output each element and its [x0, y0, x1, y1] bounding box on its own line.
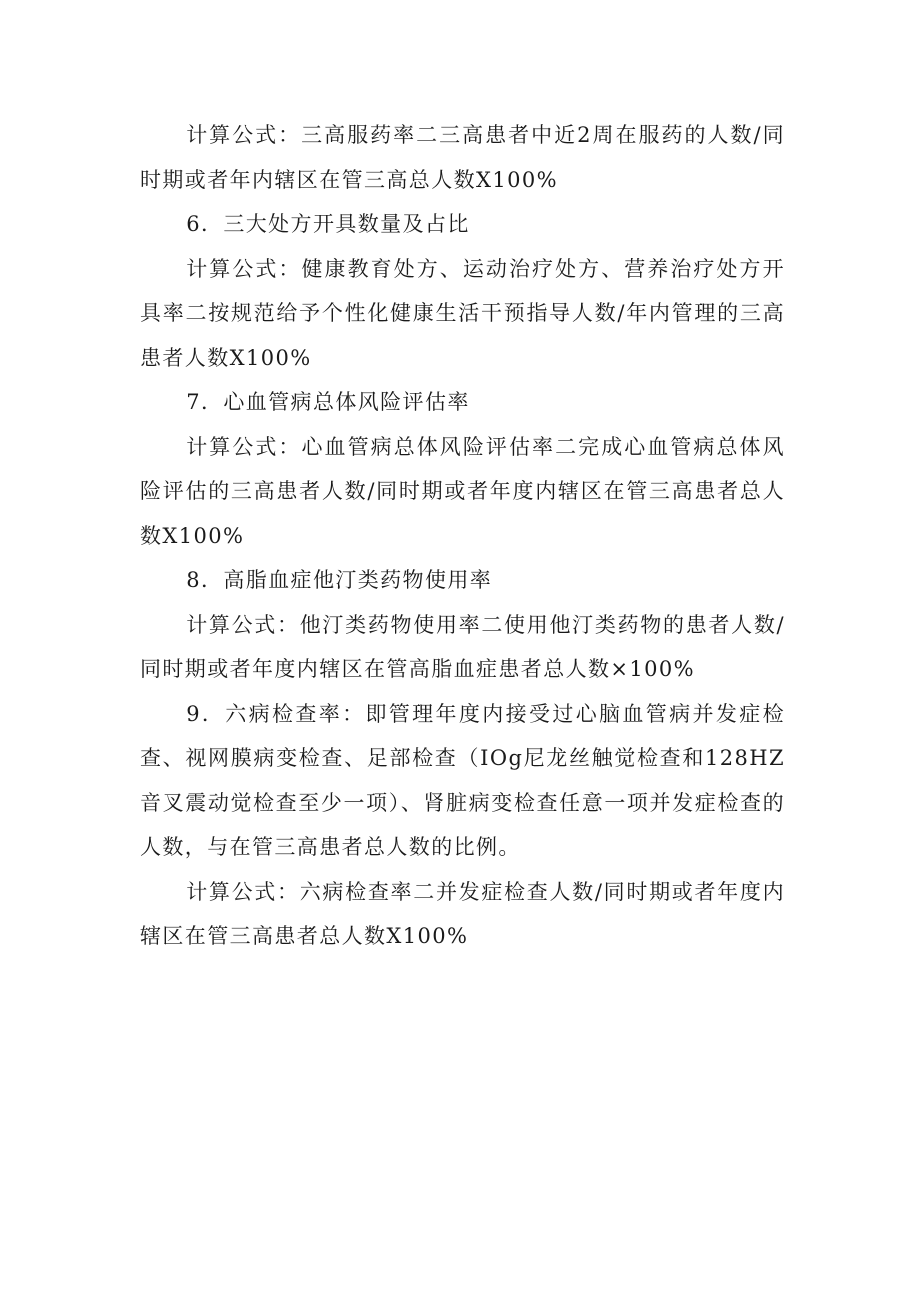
- heading-item-9: 9．六病检查率：即管理年度内接受过心脑血管病并发症检查、视网膜病变检查、足部检查（IOg尼龙丝触觉检查和128HZ音叉震动觉检查至少一项）、肾脏病变检查任意一项并发症检查的人数，与在管三高患者总人数的比例。: [140, 701, 785, 859]
- formula-risk-assessment-rate: 计算公式：心血管病总体风险评估率二完成心血管病总体风险评估的三高患者人数/同时期或者年度内辖区在管三高患者总人数X100%: [140, 434, 785, 548]
- formula-medication-rate: 计算公式：三高服药率二三高患者中近2周在服药的人数/同时期或者年内辖区在管三高总人数X100%: [140, 123, 785, 192]
- formula-statin-rate: 计算公式：他汀类药物使用率二使用他汀类药物的患者人数/同时期或者年度内辖区在管高脂血症患者总人数×100%: [140, 612, 785, 681]
- formula-prescription-rate: 计算公式：健康教育处方、运动治疗处方、营养治疗处方开具率二按规范给予个性化健康生活干预指导人数/年内管理的三高患者人数X100%: [140, 256, 785, 370]
- formula-six-disease-check-rate: 计算公式：六病检查率二并发症检查人数/同时期或者年度内辖区在管三高患者总人数X100%: [140, 879, 785, 948]
- heading-item-6: 6．三大处方开具数量及占比: [186, 212, 470, 236]
- heading-item-7: 7．心血管病总体风险评估率: [186, 390, 470, 414]
- heading-item-8: 8．高脂血症他汀类药物使用率: [186, 568, 493, 592]
- document-body: [140, 113, 785, 959]
